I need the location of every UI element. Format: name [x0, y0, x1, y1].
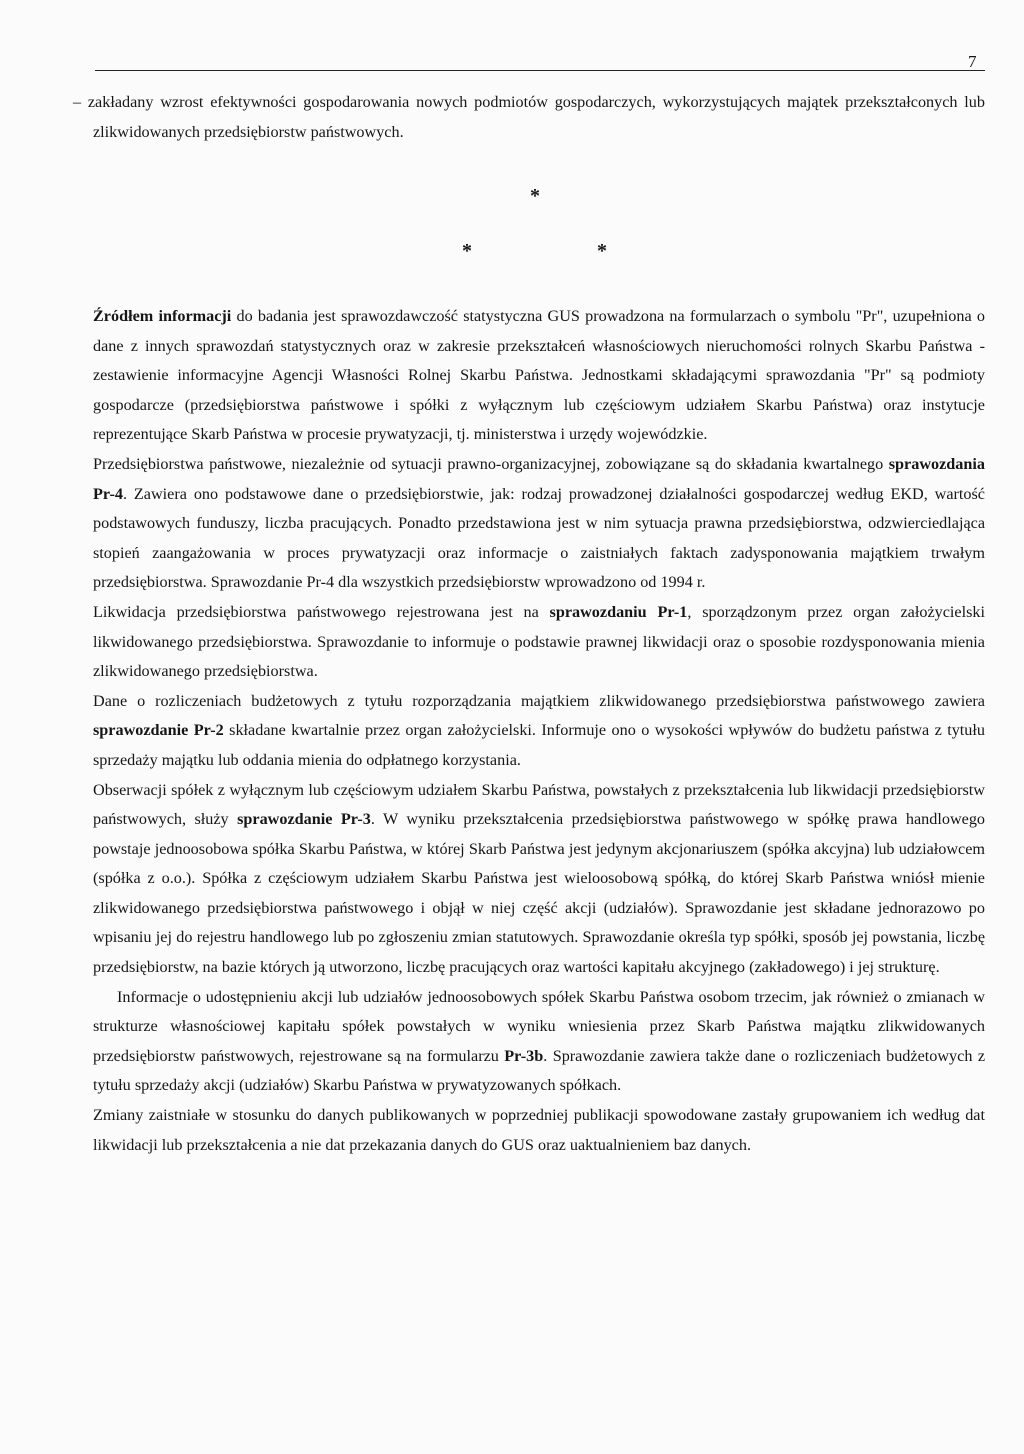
- bold-term: sprawozdaniu Pr-1: [549, 602, 688, 621]
- paragraph-pr4: Przedsiębiorstwa państwowe, niezależnie od sytuacji prawno-organizacyjnej, zobowiązane są do składania kwartalnego sprawozdania Pr-4. Zawiera ono podstawowe dane o przedsiębiorstwie, jak: rodzaj prowadzonej działalności gospodarczej według EKD, wartość podstawowych funduszy, liczba pracujących. Ponadto przedstawiona jest w nim sytuacja prawna przedsiębiorstwa, odzwierciedlająca stopień zaangażowania w proces prywatyzacji oraz informacje o zaistniałych faktach zadysponowania majątkiem trwałym przedsiębiorstwa. Sprawozdanie Pr-4 dla wszystkich przedsiębiorstw wprowadzono od 1994 r.: [93, 454, 985, 592]
- bold-term: Źródłem informacji: [93, 307, 232, 325]
- paragraph-pr2: Dane o rozliczeniach budżetowych z tytułu rozporządzania majątkiem zlikwidowanego przedsiębiorstwa państwowego zawiera sprawozdanie Pr-2 składane kwartalnie przez organ założycielski. Informuje ono o wysokości wpływów do budżetu państwa z tytułu sprzedaży majątku lub oddania mienia do odpłatnego korzystania.: [93, 691, 985, 769]
- paragraph-pr3b: Informacje o udostępnieniu akcji lub udziałów jednoosobowych spółek Skarbu Państwa osobom trzecim, jak również o zmianach w strukturze własnościowej kapitału spółek powstałych w wyniku wniesienia przez Skarb Państwa majątku zlikwidowanych przedsiębiorstw państwowych, rejestrowane są na formularzu Pr-3b. Sprawozdanie zawiera także dane o rozliczeniach budżetowych z tytułu sprzedaży akcji (udziałów) Skarbu Państwa w prywatyzowanych spółkach.: [93, 987, 986, 1095]
- separator-asterisk: *: [530, 185, 540, 207]
- separator-asterisk: *: [597, 240, 607, 262]
- bold-term: Pr-3b: [504, 1046, 544, 1065]
- bold-term: sprawozdanie Pr-2: [93, 721, 224, 740]
- paragraph-changes: Zmiany zaistniałe w stosunku do danych publikowanych w poprzedniej publikacji spowodowane zastały grupowaniem ich według dat likwidacji lub przekształcenia a nie dat przekazania danych do GUS oraz uaktualnieniem baz danych.: [93, 1106, 985, 1154]
- bold-term: sprawozdanie Pr-3: [237, 810, 371, 829]
- lead-item-block: [73, 88, 985, 147]
- bold-term: sprawozdania Pr-4: [93, 454, 985, 503]
- body-text: [93, 302, 985, 1160]
- paragraph-pr3: Obserwacji spółek z wyłącznym lub częściowym udziałem Skarbu Państwa, powstałych z przekształcenia lub likwidacji przedsiębiorstw państwowych, służy sprawozdanie Pr-3. W wyniku przekształcenia przedsiębiorstwa państwowego w spółkę prawa handlowego powstaje jednoosobowa spółka Skarbu Państwa, w której Skarb Państwa jest jedynym akcjonariuszem (spółka akcyjna) lub udziałowcem (spółka z o.o.). Spółka z częściowym udziałem Skarbu Państwa jest wieloosobową spółką, do której Skarb Państwa wniósł mienie zlikwidowanego przedsiębiorstwa państwowego i objął w niej część akcji (udziałów). Sprawozdanie jest składane jednorazowo po wpisaniu jej do rejestru handlowego lub po zgłoszeniu zmian statutowych. Sprawozdanie określa typ spółki, sposób jej powstania, liczbę przedsiębiorstw, na bazie których ją utworzono, liczbę pracujących oraz wartości kapitału akcyjnego (zakładowego) i jej strukturę.: [93, 780, 986, 977]
- page-number: 7: [968, 52, 977, 71]
- paragraph-sources: Źródłem informacji do badania jest sprawozdawczość statystyczna GUS prowadzona na formularzach o symbolu "Pr", uzupełniona o dane z innych sprawozdań statystycznych oraz w zakresie przekształceń własnościowych nieruchomości rolnych Skarbu Państwa - zestawienie informacyjne Agencji Własności Rolnej Skarbu Państwa. Jednostkami składającymi sprawozdania "Pr" są podmioty gospodarcze (przedsiębiorstwa państwowe i spółki z wyłącznym lub częściowym udziałem Skarbu Państwa) oraz instytucje reprezentujące Skarb Państwa w procesie prywatyzacji, tj. ministerstwa i urzędy wojewódzkie.: [93, 307, 985, 444]
- header-rule: [95, 70, 985, 71]
- list-item: – zakładany wzrost efektywności gospodarowania nowych podmiotów gospodarczych, wykorzystujących majątek przekształconych lub zlikwidowanych przedsiębiorstw państwowych.: [73, 93, 985, 141]
- paragraph-pr1: Likwidacja przedsiębiorstwa państwowego rejestrowana jest na sprawozdaniu Pr-1, sporządzonym przez organ założycielski likwidowanego przedsiębiorstwa. Sprawozdanie to informuje o podstawie prawnej likwidacji oraz o sposobie rozdysponowania mienia zlikwidowanego przedsiębiorstwa.: [93, 602, 985, 681]
- separator-asterisk: *: [462, 240, 472, 262]
